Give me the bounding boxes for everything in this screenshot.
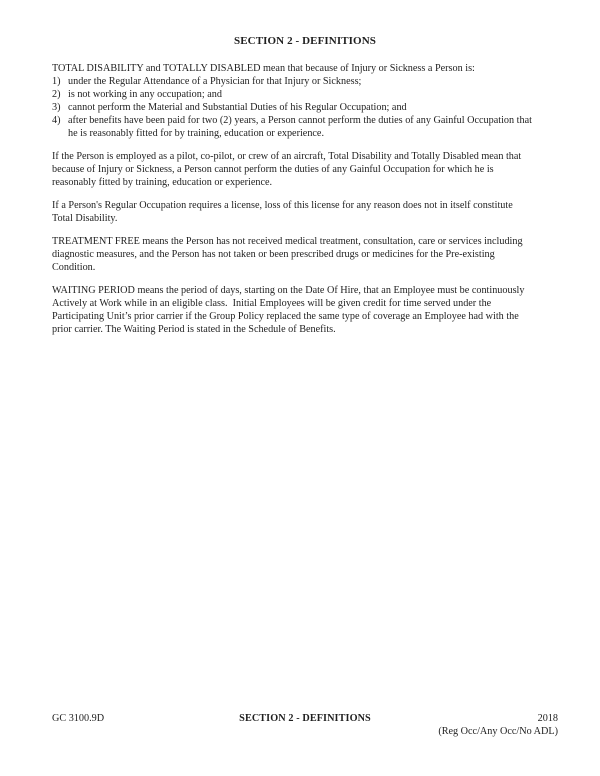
list-item bbox=[52, 101, 572, 114]
list-marker: 4) bbox=[52, 115, 61, 126]
footer-right-block bbox=[438, 712, 558, 738]
page-title: SECTION 2 - DEFINITIONS bbox=[234, 35, 376, 47]
paragraph-line: prior carrier. The Waiting Period is stated in the Schedule of Benefits. bbox=[52, 324, 336, 335]
paragraph-line: Participating Unit’s prior carrier if the Group Policy replaced the same type of coverage an Employee had with the bbox=[52, 311, 519, 322]
footer-occ-note: (Reg Occ/Any Occ/No ADL) bbox=[438, 726, 558, 737]
list-item-line: cannot perform the Material and Substantial Duties of his Regular Occupation; and bbox=[68, 102, 407, 113]
document-body bbox=[52, 62, 572, 346]
paragraph-treatment-free bbox=[52, 235, 572, 274]
paragraph-line: TREATMENT FREE means the Person has not received medical treatment, consultation, care or services including bbox=[52, 236, 523, 247]
paragraph-waiting-period bbox=[52, 284, 572, 336]
list-item-text bbox=[68, 75, 572, 88]
paragraph-line: because of Injury or Sickness, a Person cannot perform the duties of any Gainful Occupation for which he is bbox=[52, 164, 494, 175]
paragraph-line: reasonably fitted by training, education or experience. bbox=[52, 177, 273, 188]
paragraph-pilot-crew bbox=[52, 150, 572, 189]
paragraph-line: If the Person is employed as a pilot, co-pilot, or crew of an aircraft, Total Disability and Totally Disabled mean that bbox=[52, 151, 522, 162]
paragraph-line: WAITING PERIOD means the period of days, starting on the Date Of Hire, that an Employee must be continuously bbox=[52, 285, 525, 296]
list-item-line: after benefits have been paid for two (2) years, a Person cannot perform the duties of any Gainful Occupation that bbox=[68, 115, 532, 126]
definition-intro-line: TOTAL DISABILITY and TOTALLY DISABLED mean that because of Injury or Sickness a Person is: bbox=[52, 63, 475, 74]
paragraph-line: Actively at Work while in an eligible class. Initial Employees will be given credit for time served under the bbox=[52, 298, 492, 309]
list-item-text bbox=[68, 88, 572, 101]
footer-year: 2018 bbox=[537, 713, 558, 724]
paragraph-license bbox=[52, 199, 572, 225]
list-item bbox=[52, 88, 572, 101]
list-marker: 1) bbox=[52, 76, 61, 87]
paragraph-line: Condition. bbox=[52, 262, 96, 273]
form-number: GC 3100.9D bbox=[52, 713, 105, 724]
paragraph-line: Total Disability. bbox=[52, 213, 118, 224]
list-item bbox=[52, 114, 572, 140]
list-marker: 2) bbox=[52, 89, 61, 100]
paragraph-total-disability bbox=[52, 62, 572, 140]
paragraph-line: diagnostic measures, and the Person has not taken or been prescribed drugs or medicines for the Pre-existing bbox=[52, 249, 495, 260]
list-item bbox=[52, 75, 572, 88]
list-item-line: under the Regular Attendance of a Physician for that Injury or Sickness; bbox=[68, 76, 362, 87]
list-marker: 3) bbox=[52, 102, 61, 113]
footer-section-title: SECTION 2 - DEFINITIONS bbox=[239, 713, 371, 724]
list-item-text bbox=[68, 101, 572, 114]
list-item-line: he is reasonably fitted for by training, education or experience. bbox=[68, 128, 325, 139]
list-item-line: is not working in any occupation; and bbox=[68, 89, 222, 100]
list-item-text bbox=[68, 114, 572, 140]
paragraph-line: If a Person's Regular Occupation requires a license, loss of this license for any reason does not in itself constitute bbox=[52, 200, 513, 211]
